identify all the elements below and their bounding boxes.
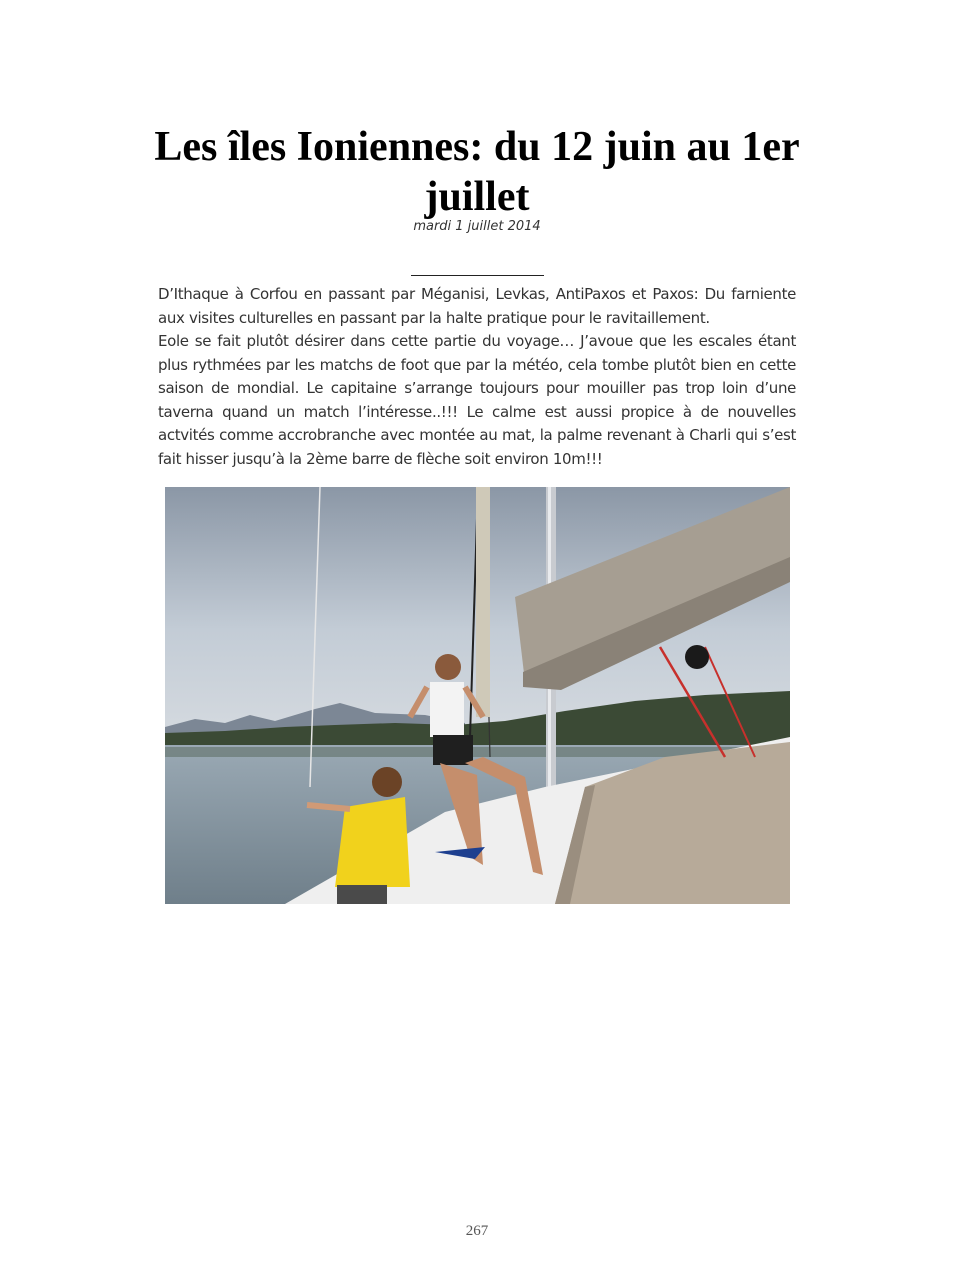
paragraph: D’Ithaque à Corfou en passant par Méganisi, Levkas, AntiPaxos et Paxos: Du farniente aux visites culturelles en passant par la halte pratique pour le ravitaillement. (158, 285, 796, 327)
article-date: mardi 1 juillet 2014 (413, 219, 541, 234)
page-number: 267 (465, 1223, 489, 1239)
article-body (158, 283, 796, 471)
paragraph: Eole se fait plutôt désirer dans cette partie du voyage… J’avoue que les escales étant plus rythmées par les matchs de foot que par la météo, cela tombe plutôt bien en cette saison de mondial. Le capitaine s’arrange toujours pour mouiller pas trop loin d’une taverna quand un match l’intéresse..!!! Le calme est aussi propice à de nouvelles actvités comme accrobranche avec montée au mat, la palme revenant à Charli qui s’est fait hisser jusqu’à la 2ème barre de flèche soit environ 10m!!! (158, 332, 796, 468)
title-separator (411, 275, 544, 276)
sailboat-photo (165, 487, 790, 904)
article-title: Les îles Ioniennes: du 12 juin au 1er juillet (154, 124, 800, 220)
